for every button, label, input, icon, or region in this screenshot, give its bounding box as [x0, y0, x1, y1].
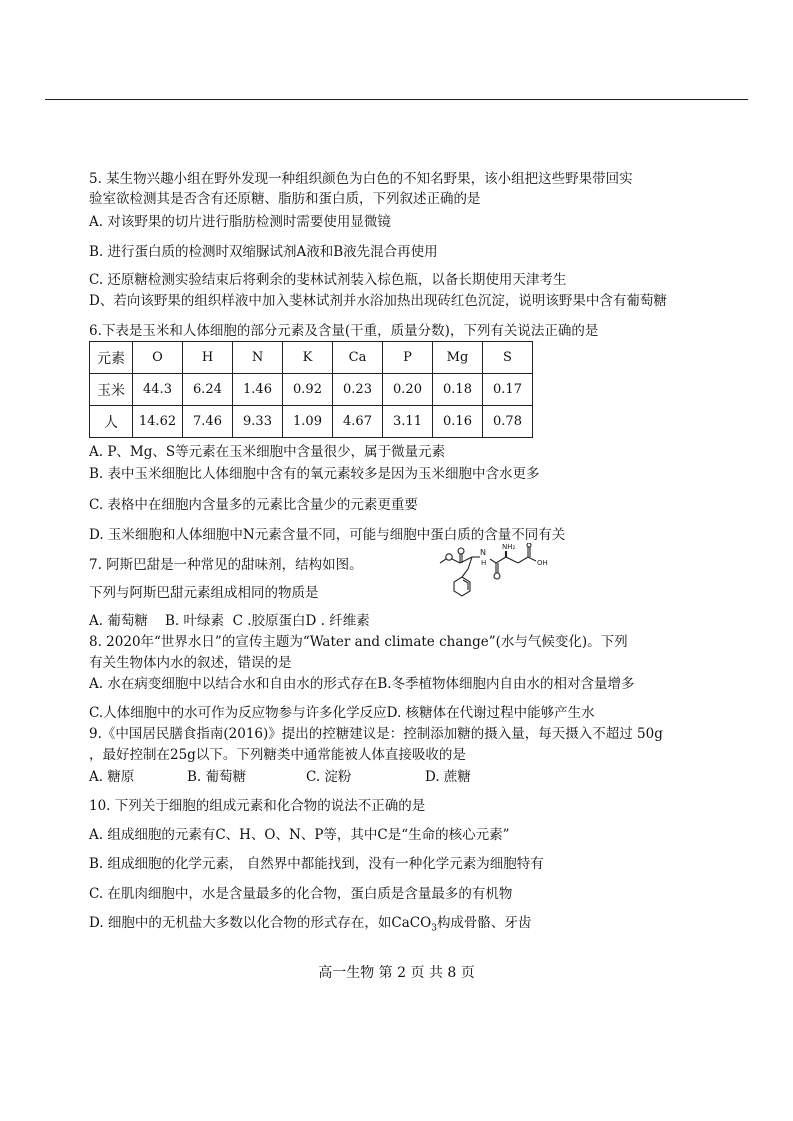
table-cell: 14.62 [133, 406, 183, 438]
q10-option-a: A. 组成细胞的元素有C、H、O、N、P等，其中C是“生命的核心元素” [89, 827, 510, 843]
table-cell: 0.23 [333, 374, 383, 406]
table-cell: 玉米 [90, 374, 133, 406]
q5-stem-line-1: 5. 某生物兴趣小组在野外发现一种组织颜色为白色的不知名野果，该小组把这些野果带回实 [89, 171, 633, 187]
q10-option-c: C. 在肌肉细胞中，水是含量最多的化合物，蛋白质是含量最多的有机物 [89, 886, 513, 902]
q9-stem-line-2: ，最好控制在25g以下。下列糖类中通常能被人体直接吸收的是 [89, 747, 466, 763]
aspartame-structure [438, 543, 568, 605]
table-header-cell: K [283, 342, 333, 374]
table-cell: 人 [90, 406, 133, 438]
table-cell: 6.24 [183, 374, 233, 406]
molecule-oh-label: OH [537, 559, 548, 567]
q9-option-b: B. 葡萄糖 [187, 769, 247, 785]
table-header-cell: 元素 [90, 342, 133, 374]
q10-option-d [89, 914, 531, 938]
q9-option-d: D. 蔗糖 [425, 769, 471, 785]
table-row [90, 406, 533, 438]
q5-option-d: D、若向该野果的组织样液中加入斐林试剂并水浴加热出现砖红色沉淀，说明该野果中含有葡萄糖 [89, 293, 667, 309]
q6-option-c: C. 表格中在细胞内含量多的元素比含量少的元素更重要 [89, 497, 418, 513]
table-header-row [90, 342, 533, 374]
table-cell: 0.18 [433, 374, 483, 406]
table-cell: 0.20 [383, 374, 433, 406]
q9-stem-line-1: 9.《中国居民膳食指南(2016)》提出的控糖建议是：控制添加糖的摄入量，每天摄入不超过 50g [89, 726, 663, 742]
table-header-cell: O [133, 342, 183, 374]
q5-option-a: A. 对该野果的切片进行脂肪检测时需要使用显微镜 [89, 214, 391, 230]
table-cell: 4.67 [333, 406, 383, 438]
header-rule [45, 99, 748, 100]
element-content-table [89, 341, 533, 438]
q6-option-d: D. 玉米细胞和人体细胞中N元素含量不同，可能与细胞中蛋白质的含量不同有关 [89, 527, 566, 543]
q7-options: A. 葡萄糖 B. 叶绿素 C .胶原蛋白D . 纤维素 [89, 613, 370, 629]
page-footer: 高一生物 第 2 页 共 8 页 [318, 965, 475, 981]
q8-stem-line-1: 8. 2020年“世界水日”的宣传主题为“Water and climate change”(水与气候变化)。下列 [89, 634, 628, 650]
table-cell: 7.46 [183, 406, 233, 438]
table-cell: 3.11 [383, 406, 433, 438]
table-header-cell: P [383, 342, 433, 374]
table-cell: 44.3 [133, 374, 183, 406]
table-cell: 1.46 [233, 374, 283, 406]
table-header-cell: S [483, 342, 533, 374]
q5-option-b: B. 进行蛋白质的检测时双缩脲试剂A液和B液先混合再使用 [89, 244, 438, 260]
q7-stem-line-2: 下列与阿斯巴甜元素组成相同的物质是 [89, 585, 319, 601]
q10-option-d-tail: 构成骨骼、牙齿 [436, 915, 532, 931]
molecule-nh2-label: NH₂ [502, 543, 516, 551]
q10-option-b: B. 组成细胞的化学元素， 自然界中都能找到，没有一种化学元素为细胞特有 [89, 856, 544, 872]
table-header-cell: N [233, 342, 283, 374]
q6-option-a: A. P、Mg、S等元素在玉米细胞中含量很少，属于微量元素 [89, 444, 446, 460]
q8-stem-line-2: 有关生物体内水的叙述，错误的是 [89, 655, 292, 671]
table-cell: 0.16 [433, 406, 483, 438]
q5-stem-line-2: 验室欲检测其是否含有还原糖、脂肪和蛋白质，下列叙述正确的是 [89, 191, 481, 207]
q9-option-a: A. 糖原 [89, 769, 135, 785]
q8-options-cd: C.人体细胞中的水可作为反应物参与许多化学反应D. 核糖体在代谢过程中能够产生水 [89, 705, 595, 721]
table-row [90, 374, 533, 406]
table-header-cell: Mg [433, 342, 483, 374]
table-cell: 1.09 [283, 406, 333, 438]
q9-option-c: C. 淀粉 [306, 769, 352, 785]
q6-stem: 6.下表是玉米和人体细胞的部分元素及含量(干重，质量分数)，下列有关说法正确的是 [89, 323, 599, 339]
table-cell: 9.33 [233, 406, 283, 438]
q10-option-d-subscript: 3 [431, 923, 437, 934]
q10-stem: 10. 下列关于细胞的组成元素和化合物的说法不正确的是 [89, 798, 426, 814]
table-cell: 0.78 [483, 406, 533, 438]
molecule-n-label: N [480, 548, 486, 557]
table-header-cell: H [183, 342, 233, 374]
q8-options-ab: A. 水在病变细胞中以结合水和自由水的形式存在B.冬季植物体细胞内自由水的相对含量增多 [89, 676, 635, 692]
q6-option-b: B. 表中玉米细胞比人体细胞中含有的氧元素较多是因为玉米细胞中含水更多 [89, 466, 540, 482]
q7-stem-line-1: 7. 阿斯巴甜是一种常见的甜味剂，结构如图。 [89, 557, 363, 573]
table-cell: 0.17 [483, 374, 533, 406]
molecule-h-label: H [481, 559, 487, 567]
q10-option-d-text: D. 细胞中的无机盐大多数以化合物的形式存在，如CaCO [89, 915, 432, 931]
table-header-cell: Ca [333, 342, 383, 374]
q5-option-c: C. 还原糖检测实验结束后将剩余的斐林试剂装入棕色瓶，以备长期使用天津考生 [89, 272, 567, 288]
table-cell: 0.92 [283, 374, 333, 406]
